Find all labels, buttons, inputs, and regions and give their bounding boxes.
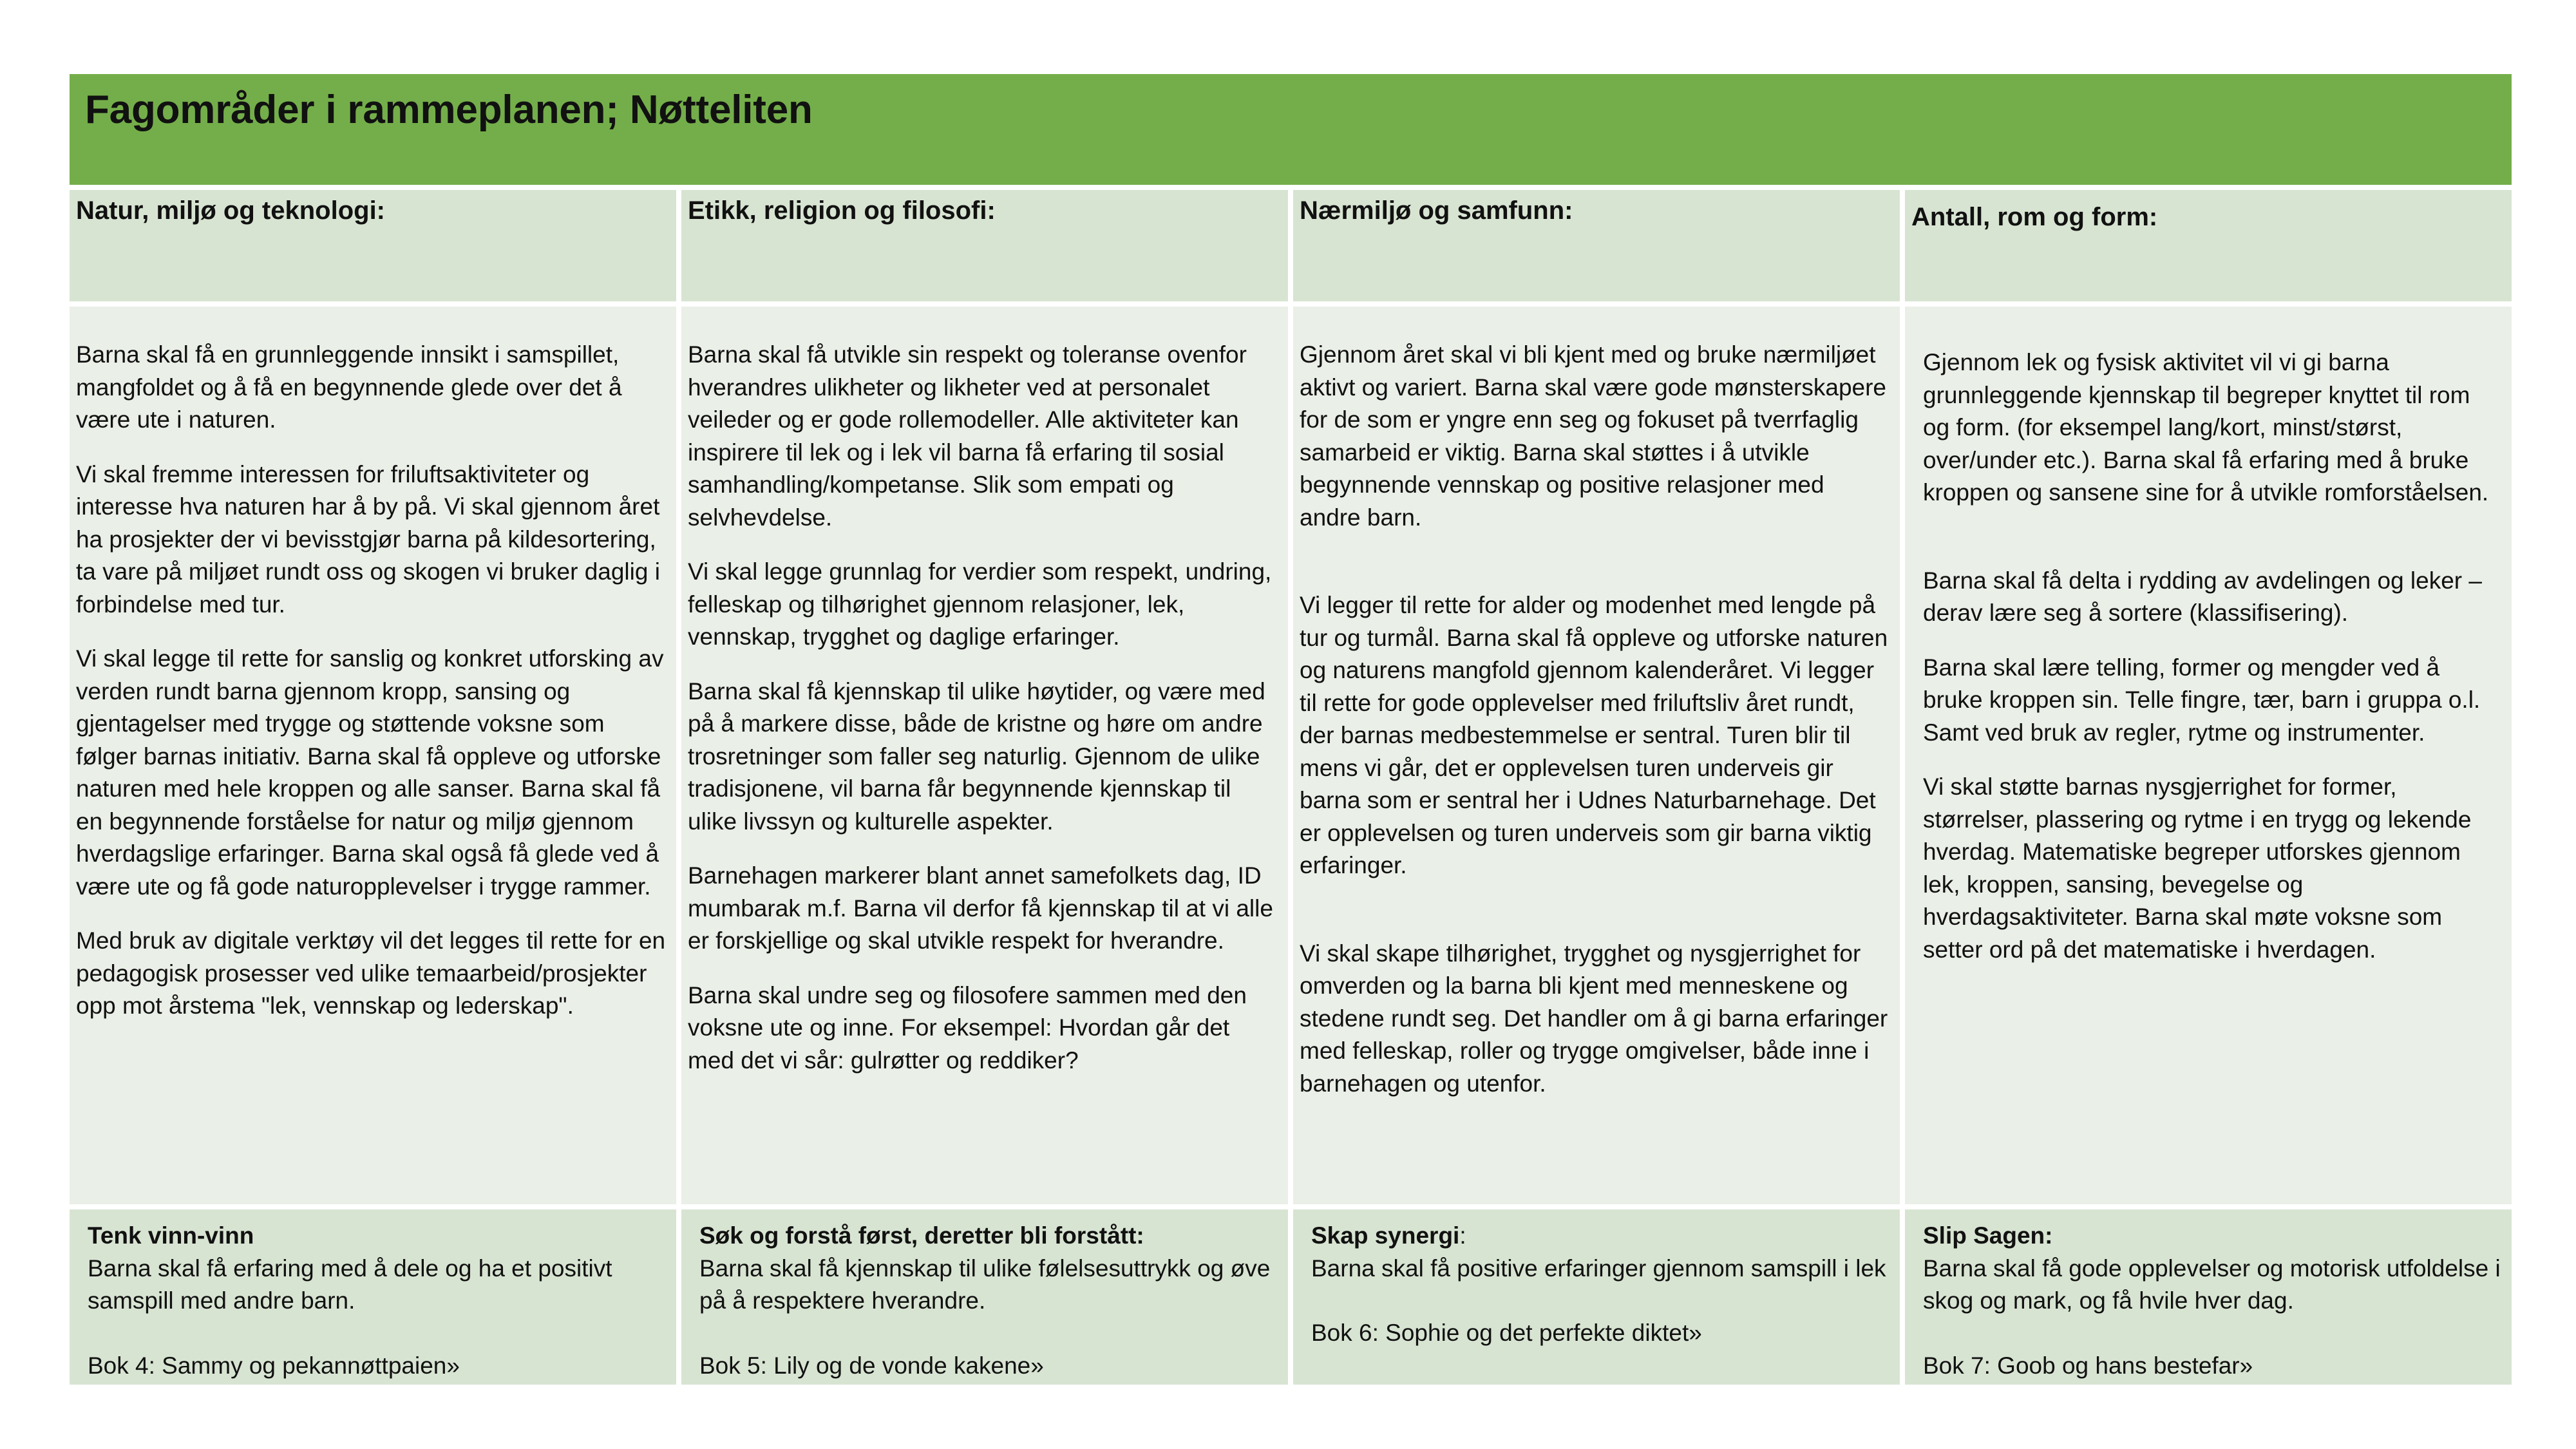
paragraph: Vi skal legge til rette for sanslig og konkret utforsking av verden rundt barna gjennom kropp, sansing og gjentagelser med trygge og støttende voksne som følger barnas initiativ. Barna skal få oppleve og utforske naturen med hele kroppen og alle sanser. Barna skal få en begynnende forståelse for natur og miljø gjennom hverdagslige erfaringer. Barna skal også få glede ved å være ute og få gode naturopplevelser i trygge rammer. bbox=[76, 645, 664, 900]
spacer bbox=[1923, 531, 2503, 565]
habit-text: Barna skal få erfaring med å dele og ha et positivt samspill med andre barn. bbox=[88, 1255, 612, 1314]
habit-title: Slip Sagen: bbox=[1923, 1222, 2053, 1249]
habit-title: Søk og forstå først, deretter bli forstått: bbox=[699, 1222, 1144, 1249]
habit-book: Bok 5: Lily og de vonde kakene» bbox=[699, 1352, 1044, 1379]
spacer bbox=[1300, 556, 1891, 589]
habit-antall bbox=[1905, 1209, 2512, 1385]
habit-title: Skap synergi bbox=[1311, 1222, 1460, 1249]
heading-etikk: Etikk, religion og filosofi: bbox=[681, 190, 1288, 301]
page-title: Fagområder i rammeplanen; Nøtteliten bbox=[85, 88, 813, 132]
habit-naermiljo bbox=[1293, 1209, 1900, 1385]
spacer bbox=[1300, 904, 1891, 938]
paragraph: Vi skal støtte barnas nysgjerrighet for former, størrelser, plassering og rytme i en trygg og lekende hverdag. Matematiske begreper utforskes gjennom lek, kroppen, sansing, bevegelse og hverdagsaktiviteter. Barna skal møte voksne som setter ord på det matematiske i hverdagen. bbox=[1923, 773, 2472, 963]
content-naermiljo bbox=[1293, 307, 1900, 1204]
paragraph: Vi skal skape tilhørighet, trygghet og nysgjerrighet for omverden og la barna bli kjent med menneskene og stedene rundt seg. Det handler om å gi barna erfaringer med felleskap, roller og trygge omgivelser, både inne i barnehagen og utenfor. bbox=[1300, 940, 1888, 1097]
paragraph: Vi skal fremme interessen for friluftsaktiviteter og interesse hva naturen har å by på. Vi skal gjennom året ha prosjekter der vi bevisstgjør barna på kildesortering, ta vare på miljøet rundt oss og skogen vi bruker daglig i forbindelse med tur. bbox=[76, 460, 660, 618]
heading-natur: Natur, miljø og teknologi: bbox=[70, 190, 676, 301]
paragraph: Vi legger til rette for alder og modenhet med lengde på tur og turmål. Barna skal få oppleve og utforske naturen og naturens mangfold gjennom kalenderåret. Vi legger til rette for gode opplevelser med friluftsliv året rundt, der barnas medbestemmelse er sentral. Turen blir til mens vi går, det er opplevelsen turen underveis gir barna som er sentral her i Udnes Naturbarnehage. Det er opplevelsen og turen underveis som gir barna viktig erfaringer. bbox=[1300, 592, 1888, 878]
habit-book: Bok 6: Sophie og det perfekte diktet» bbox=[1311, 1320, 1702, 1346]
paragraph: Gjennom året skal vi bli kjent med og bruke nærmiljøet aktivt og variert. Barna skal være gode mønsterskapere for de som er yngre enn seg og fokuset på tverrfaglig samarbeid er viktig. Barna skal støttes i å utvikle begynnende vennskap og positive relasjoner med andre barn. bbox=[1300, 341, 1886, 531]
habit-text: Barna skal få gode opplevelser og motorisk utfoldelse i skog og mark, og få hvile hver dag. bbox=[1923, 1255, 2501, 1314]
title-bar bbox=[70, 74, 2512, 185]
paragraph: Vi skal legge grunnlag for verdier som respekt, undring, felleskap og tilhørighet gjennom relasjoner, lek, vennskap, trygghet og daglige erfaringer. bbox=[688, 558, 1272, 650]
habit-title: Tenk vinn-vinn bbox=[88, 1222, 254, 1249]
paragraph: Barna skal få kjennskap til ulike høytider, og være med på å markere disse, både de kristne og høre om andre trosretninger som faller seg naturlig. Gjennom de ulike tradisjonene, vil barna får begynnende kjennskap til ulike livssyn og kulturelle aspekter. bbox=[688, 677, 1265, 835]
content-antall bbox=[1905, 307, 2512, 1204]
paragraph: Barna skal få en grunnleggende innsikt i samspillet, mangfoldet og å få en begynnende glede over det å være ute i naturen. bbox=[76, 341, 622, 433]
paragraph: Med bruk av digitale verktøy vil det legges til rette for en pedagogisk prosesser ved ulike temaarbeid/prosjekter opp mot årstema "lek, vennskap og lederskap". bbox=[76, 927, 666, 1019]
content-row bbox=[70, 307, 2512, 1204]
content-etikk bbox=[681, 307, 1288, 1204]
heading-naermiljo: Nærmiljø og samfunn: bbox=[1293, 190, 1900, 301]
paragraph: Barna skal lære telling, former og mengder ved å bruke kroppen sin. Telle fingre, tær, barn i gruppa o.l. Samt ved bruk av regler, rytme og instrumenter. bbox=[1923, 654, 2481, 746]
paragraph: Barna skal få utvikle sin respekt og toleranse ovenfor hverandres ulikheter og likheter ved at personalet veileder og er gode rollemodeller. Alle aktiviteter kan inspirere til lek og i lek vil barna få erfaring til sosial samhandling/kompetanse. Slik som empati og selvhevdelse. bbox=[688, 341, 1247, 531]
paragraph: Barnehagen markerer blant annet samefolkets dag, ID mumbarak m.f. Barna vil derfor få kjennskap til at vi alle er forskjellige og skal utvikle respekt for hverandre. bbox=[688, 862, 1273, 954]
habit-text: Barna skal få kjennskap til ulike følelsesuttrykk og øve på å respektere hverandre. bbox=[699, 1255, 1271, 1314]
habit-book: Bok 4: Sammy og pekannøttpaien» bbox=[88, 1352, 460, 1379]
paragraph: Gjennom lek og fysisk aktivitet vil vi gi barna grunnleggende kjennskap til begreper knyttet til rom og form. (for eksempel lang/kort, minst/størst, over/under etc.). Barna skal få erfaring med å bruke kroppen og sansene sine for å utvikle romforståelsen. bbox=[1923, 349, 2489, 506]
paragraph: Barna skal få delta i rydding av avdelingen og leker – derav lære seg å sortere (klassifisering). bbox=[1923, 567, 2482, 626]
column-headers bbox=[70, 190, 2512, 301]
habit-text: Barna skal få positive erfaringer gjennom samspill i lek bbox=[1311, 1255, 1886, 1282]
habit-book: Bok 7: Goob og hans bestefar» bbox=[1923, 1352, 2253, 1379]
habit-title-suffix: : bbox=[1459, 1222, 1466, 1249]
habit-etikk bbox=[681, 1209, 1288, 1385]
habit-row bbox=[70, 1209, 2512, 1385]
habit-natur bbox=[70, 1209, 676, 1385]
content-natur bbox=[70, 307, 676, 1204]
heading-antall: Antall, rom og form: bbox=[1905, 190, 2512, 301]
paragraph: Barna skal undre seg og filosofere sammen med den voksne ute og inne. For eksempel: Hvordan går det med det vi sår: gulrøtter og reddiker? bbox=[688, 981, 1247, 1074]
